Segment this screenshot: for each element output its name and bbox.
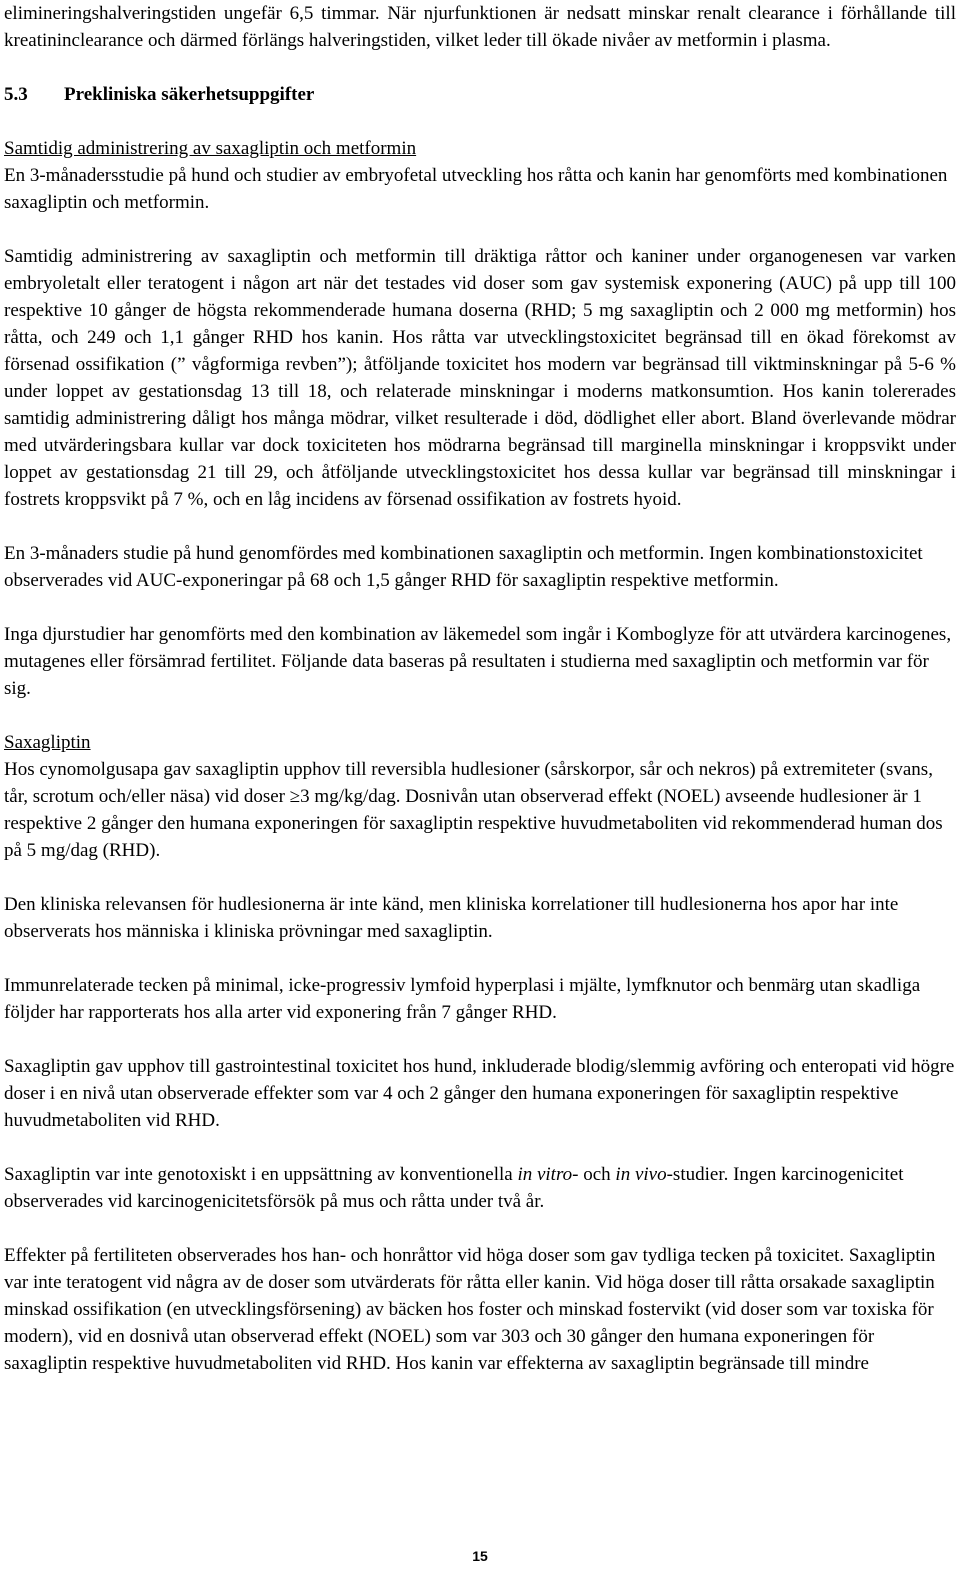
intro-paragraph: elimineringshalveringstiden ungefär 6,5 timmar. När njurfunktionen är nedsatt minskar renalt clearance i förhållande till kreatininclearance och därmed förlängs halveringstiden, vilket leder till ökade nivåer av metformin i plasma. xyxy=(4,3,956,51)
saxagliptin-paragraph-1 xyxy=(4,756,956,864)
section-number: 5.3 xyxy=(4,84,28,105)
saxagliptin-paragraph-5-part-b: - och xyxy=(572,1164,616,1185)
saxagliptin-paragraph-5-part-c: -studier. Ingen karcinogenicitet observerades vid karcinogenicitetsförsök på mus och råtta under två år. xyxy=(4,1164,904,1212)
combination-paragraph-4: Inga djurstudier har genomförts med den kombination av läkemedel som ingår i Komboglyze för att utvärdera karcinogenes, mutagenes eller försämrad fertilitet. Följande data baseras på resultaten i studierna med saxagliptin och metformin var för sig. xyxy=(4,624,952,699)
in-vitro-term: in vitro xyxy=(517,1164,573,1185)
subheading-saxagliptin: Saxagliptin xyxy=(4,732,91,753)
saxagliptin-paragraph-5 xyxy=(4,1161,956,1215)
greater-equal-symbol: ≥ xyxy=(289,786,301,807)
combination-paragraph-1: En 3-månadersstudie på hund och studier av embryofetal utveckling hos råtta och kanin har genomförts med kombinationen saxagliptin och metformin. xyxy=(4,165,948,213)
in-vivo-term: in vivo xyxy=(615,1164,667,1185)
saxagliptin-paragraph-3: Immunrelaterade tecken på minimal, icke-progressiv lymfoid hyperplasi i mjälte, lymfknutor och benmärg utan skadliga följder har rapporterats hos alla arter vid exponering från 7 gånger RHD. xyxy=(4,975,921,1023)
page-number: 15 xyxy=(472,1548,488,1564)
saxagliptin-paragraph-1-part-a: Hos cynomolgusapa gav saxagliptin upphov till reversibla hudlesioner (sårskorpor, sår och nekros) på extremiteter (svans, tår, scrotum och/eller näsa) vid doser xyxy=(4,759,933,807)
saxagliptin-paragraph-4: Saxagliptin gav upphov till gastrointestinal toxicitet hos hund, inkluderade blodig/slemmig avföring och enteropati vid högre doser i en nivå utan observerade effekter som var 4 och 2 gånger den humana exponeringen för saxagliptin respektive huvudmetaboliten vid RHD. xyxy=(4,1056,955,1131)
document-page xyxy=(4,0,956,1377)
combination-paragraph-3: En 3-månaders studie på hund genomfördes med kombinationen saxagliptin och metformin. Ingen kombinationstoxicitet observerades vid AUC-exponeringar på 68 och 1,5 gånger RHD för saxagliptin respektive metformin. xyxy=(4,543,923,591)
section-heading xyxy=(4,81,956,108)
section-title: Prekliniska säkerhetsuppgifter xyxy=(64,84,315,105)
saxagliptin-paragraph-1-part-b: 3 mg/kg/dag. Dosnivån utan observerad effekt (NOEL) avseende hudlesioner är 1 respektive 2 gånger den humana exponeringen för saxagliptin respektive huvudmetaboliten vid rekommenderad human dos på 5 mg/dag (RHD). xyxy=(4,786,943,861)
saxagliptin-paragraph-6: Effekter på fertiliteten observerades hos han- och honråttor vid höga doser som gav tydliga tecken på toxicitet. Saxagliptin var inte teratogent vid några av de doser som utvärderats för råtta eller kanin. Vid höga doser till råtta orsakade saxagliptin minskad ossifikation (en utvecklingsförsening) av bäcken hos foster och minskad fostervikt (vid doser som var toxiska för modern), vid en dosnivå utan observerad effekt (NOEL) som var 303 och 30 gånger den humana exponeringen för saxagliptin respektive huvudmetaboliten vid RHD. Hos kanin var effekterna av saxagliptin begränsade till mindre xyxy=(4,1245,936,1374)
combination-paragraph-2: Samtidig administrering av saxagliptin och metformin till dräktiga råttor och kaniner under organogenesen var varken embryoletalt eller teratogent i någon art när det testades vid doser som gav systemisk exponering (AUC) på upp till 100 respektive 10 gånger de högsta rekommenderade humana doserna (RHD; 5 mg saxagliptin och 2 000 mg metformin) hos råtta, och 249 och 1,1 gånger RHD hos kanin. Hos råtta var utvecklingstoxicitet begränsad till en ökad förekomst av försenad ossifikation (” vågformiga revben”); åtföljande toxicitet hos modern var begränsad till viktminskningar på 5-6 % under loppet av gestationsdag 13 till 18, och relaterade minskningar i moderns matkonsumtion. Hos kanin tolererades samtidig administrering dåligt hos många mödrar, vilket resulterade i död, dödlighet eller abort. Bland överlevande mödrar med utvärderingsbara kullar var dock toxiciteten hos mödrarna begränsad till marginella minskningar i kroppsvikt under loppet av gestationsdag 21 till 29, och åtföljande utvecklingstoxicitet hos dessa kullar var begränsad till minskningar i fostrets kroppsvikt på 7 %, och en låg incidens av försenad ossifikation av fostrets hyoid. xyxy=(4,246,956,510)
saxagliptin-paragraph-5-part-a: Saxagliptin var inte genotoxiskt i en uppsättning av konventionella xyxy=(4,1164,518,1185)
saxagliptin-paragraph-2: Den kliniska relevansen för hudlesionerna är inte känd, men kliniska korrelationer till hudlesionerna hos apor har inte observerats hos människa i kliniska prövningar med saxagliptin. xyxy=(4,894,899,942)
subheading-combination: Samtidig administrering av saxagliptin och metformin xyxy=(4,138,417,159)
